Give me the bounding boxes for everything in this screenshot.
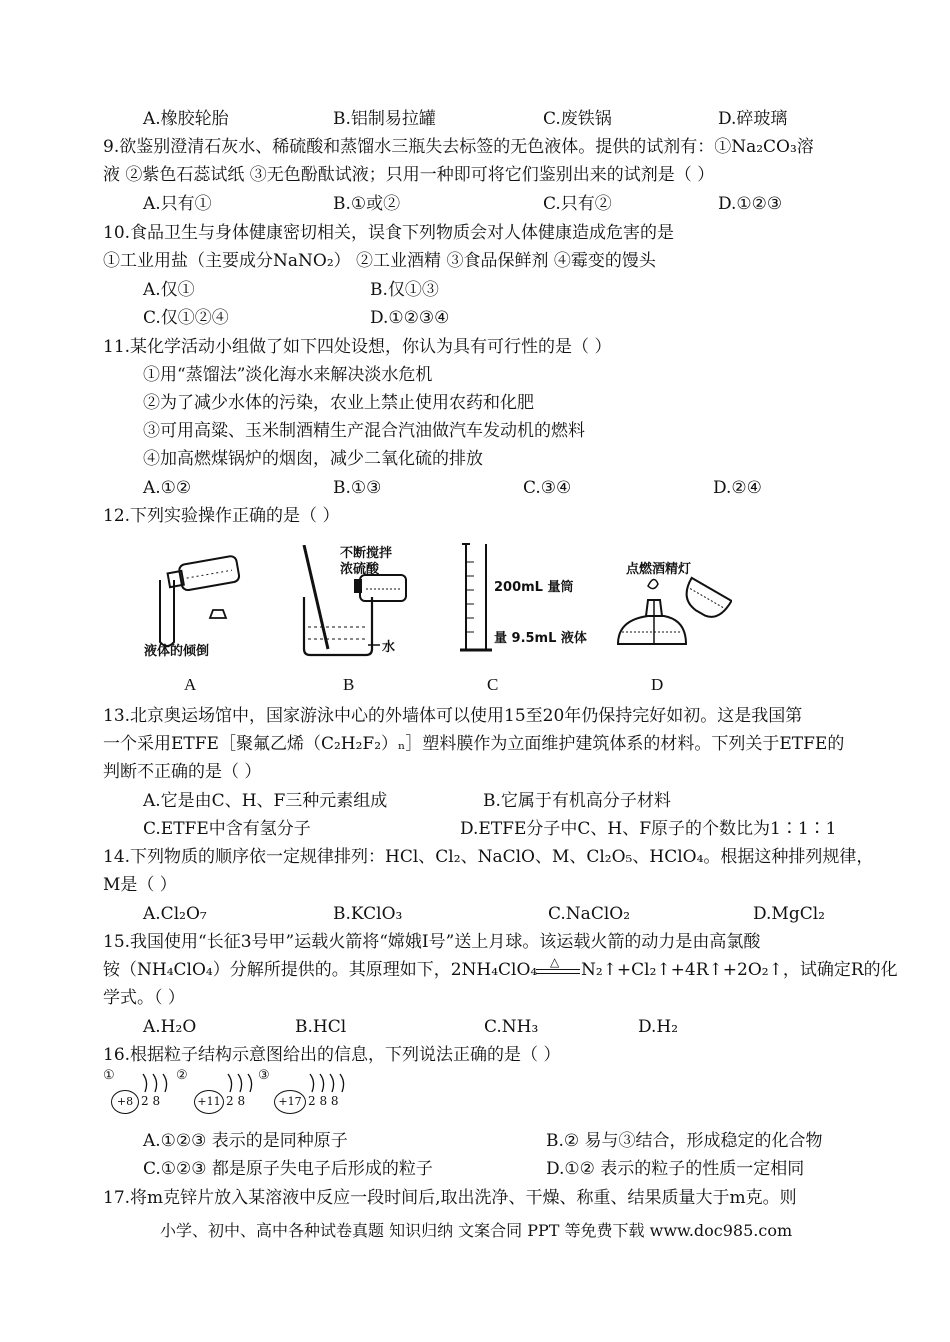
electron-shells: 2 8 — [226, 1094, 246, 1108]
figure-b-stir-label: 不断搅拌 — [340, 546, 393, 561]
q17-stem-line1: 17.将m克锌片放入某溶液中反应一段时间后,取出洗净、干燥、称重、结果质量大于m克。则 — [103, 1188, 797, 1208]
q10-option-d: D.①②③④ — [370, 308, 450, 328]
q10-option-a: A.仅① — [143, 280, 195, 300]
q13-option-d: D.ETFE分子中C、H、F原子的个数比为1∶1∶1 — [460, 819, 837, 839]
q9-option-b: B.①或② — [333, 194, 401, 214]
reaction-condition-arrow — [536, 955, 580, 981]
figure-d-alcohol-lamp — [612, 570, 732, 660]
q15-stem-line2a: 铵（NH₄ClO₄）分解所提供的。其原理如下，2NH₄ClO₄ — [103, 960, 538, 980]
q15-option-c: C.NH₃ — [484, 1017, 539, 1037]
q8-option-b: B.铝制易拉罐 — [333, 109, 436, 129]
figure-c-letter: C — [487, 675, 499, 694]
page-footer: 小学、初中、高中各种试卷真题 知识归纳 文案合同 PPT 等免费下载 www.doc985.com — [160, 1221, 793, 1240]
q13-option-c: C.ETFE中含有氢分子 — [143, 819, 311, 839]
q11-item-3: ③可用高粱、玉米制酒精生产混合汽油做汽车发动机的燃料 — [143, 421, 585, 441]
q9-stem-line1: 9.欲鉴别澄清石灰水、稀硫酸和蒸馏水三瓶失去标签的无色液体。提供的试剂有：①Na₂CO₃溶 — [103, 137, 814, 157]
q13-stem-line1: 13.北京奥运场馆中，国家游泳中心的外墙体可以使用15至20年仍保持完好如初。这是我国第 — [103, 706, 803, 726]
q11-item-4: ④加高燃煤锅炉的烟囱，减少二氧化硫的排放 — [143, 449, 483, 469]
figure-c-top-label: 200mL 量筒 — [494, 580, 574, 595]
q15-stem-line3: 学式。（ ） — [103, 988, 185, 1008]
q9-stem-line2: 液 ②紫色石蕊试纸 ③无色酚酞试液；只用一种即可将它们鉴别出来的试剂是（ ） — [103, 165, 715, 185]
q15-option-d: D.H₂ — [638, 1017, 679, 1037]
q13-option-b: B.它属于有机高分子材料 — [483, 791, 671, 811]
q11-item-1: ①用“蒸馏法”淡化海水来解决淡水危机 — [143, 365, 433, 385]
figure-b-acid-label: 浓硫酸 — [340, 562, 380, 577]
q8-option-a: A.橡胶轮胎 — [143, 109, 229, 129]
q16-option-a: A.①②③ 表示的是同种原子 — [143, 1131, 348, 1151]
nucleus: +17 — [274, 1090, 306, 1114]
figure-a-label: 液体的倾倒 — [144, 644, 210, 659]
heat-symbol-icon: △ — [550, 955, 560, 969]
q10-option-c: C.仅①②④ — [143, 308, 229, 328]
q16-option-b: B.② 易与③结合，形成稳定的化合物 — [546, 1131, 823, 1151]
q13-stem-line3: 判断不正确的是（ ） — [103, 762, 262, 782]
q14-stem-line2: M是（ ） — [103, 875, 177, 895]
nucleus: +11 — [194, 1090, 224, 1114]
q13-option-a: A.它是由C、H、F三种元素组成 — [143, 791, 388, 811]
figure-b-letter: B — [343, 675, 355, 694]
figure-a-letter: A — [184, 675, 197, 694]
q11-stem: 11.某化学活动小组做了如下四处设想，你认为具有可行性的是（ ） — [103, 337, 612, 357]
q14-option-d: D.MgCl₂ — [753, 904, 825, 924]
q16-stem: 16.根据粒子结构示意图给出的信息，下列说法正确的是（ ） — [103, 1045, 561, 1065]
q11-option-d: D.②④ — [713, 478, 762, 498]
figure-c-cylinder — [458, 542, 498, 660]
q11-option-c: C.③④ — [523, 478, 572, 498]
q14-option-c: C.NaClO₂ — [548, 904, 631, 924]
nucleus: +8 — [111, 1090, 139, 1114]
q11-option-a: A.①② — [143, 478, 192, 498]
electron-shells: 2 8 — [141, 1094, 161, 1108]
figure-d-letter: D — [651, 675, 664, 694]
q9-option-d: D.①②③ — [718, 194, 783, 214]
q10-stem-line2: ①工业用盐（主要成分NaNO₂） ②工业酒精 ③食品保鲜剂 ④霉变的馒头 — [103, 251, 656, 271]
q15-stem-line2b: N₂↑+Cl₂↑+4R↑+2O₂↑，试确定R的化 — [581, 960, 898, 980]
q10-option-b: B.仅①③ — [370, 280, 439, 300]
q9-option-c: C.只有② — [543, 194, 612, 214]
q12-stem: 12.下列实验操作正确的是（ ） — [103, 506, 340, 526]
q16-option-c: C.①②③ 都是原子失电子后形成的粒子 — [143, 1159, 433, 1179]
q16-option-d: D.①② 表示的粒子的性质一定相同 — [546, 1159, 805, 1179]
particle-diagram-2: ② +11 2 8 — [176, 1068, 250, 1116]
q14-option-a: A.Cl₂O₇ — [143, 904, 207, 924]
figure-c-bottom-label: 量 9.5mL 液体 — [494, 631, 587, 646]
electron-shells: 2 8 8 — [308, 1094, 339, 1108]
q9-option-a: A.只有① — [143, 194, 212, 214]
q8-option-d: D.碎玻璃 — [718, 109, 788, 129]
figure-d-label: 点燃酒精灯 — [626, 562, 692, 577]
q14-option-b: B.KClO₃ — [333, 904, 403, 924]
q8-option-c: C.废铁锅 — [543, 109, 612, 129]
q10-stem-line1: 10.食品卫生与身体健康密切相关，误食下列物质会对人体健康造成危害的是 — [103, 223, 675, 243]
q15-option-a: A.H₂O — [143, 1017, 197, 1037]
q13-stem-line2: 一个采用ETFE［聚氟乙烯（C₂H₂F₂）ₙ］塑料膜作为立面维护建筑体系的材料。下列关于ETFE的 — [103, 734, 845, 754]
q15-option-b: B.HCl — [295, 1017, 347, 1037]
q11-item-2: ②为了减少水体的污染，农业上禁止使用农药和化肥 — [143, 393, 534, 413]
particle-diagram-3: ③ +17 2 8 8 — [258, 1068, 348, 1116]
figure-b-water-label: 水 — [382, 640, 396, 655]
q15-stem-line1: 15.我国使用“长征3号甲”运载火箭将“嫦娥Ⅰ号”送上月球。该运载火箭的动力是由高氯酸 — [103, 932, 761, 952]
q14-stem-line1: 14.下列物质的顺序依一定规律排列：HCl、Cl₂、NaClO、M、Cl₂O₅、HClO₄。根据这种排列规律， — [103, 847, 874, 867]
particle-diagram-1: ① +8 2 8 — [103, 1068, 173, 1116]
q11-option-b: B.①③ — [333, 478, 382, 498]
